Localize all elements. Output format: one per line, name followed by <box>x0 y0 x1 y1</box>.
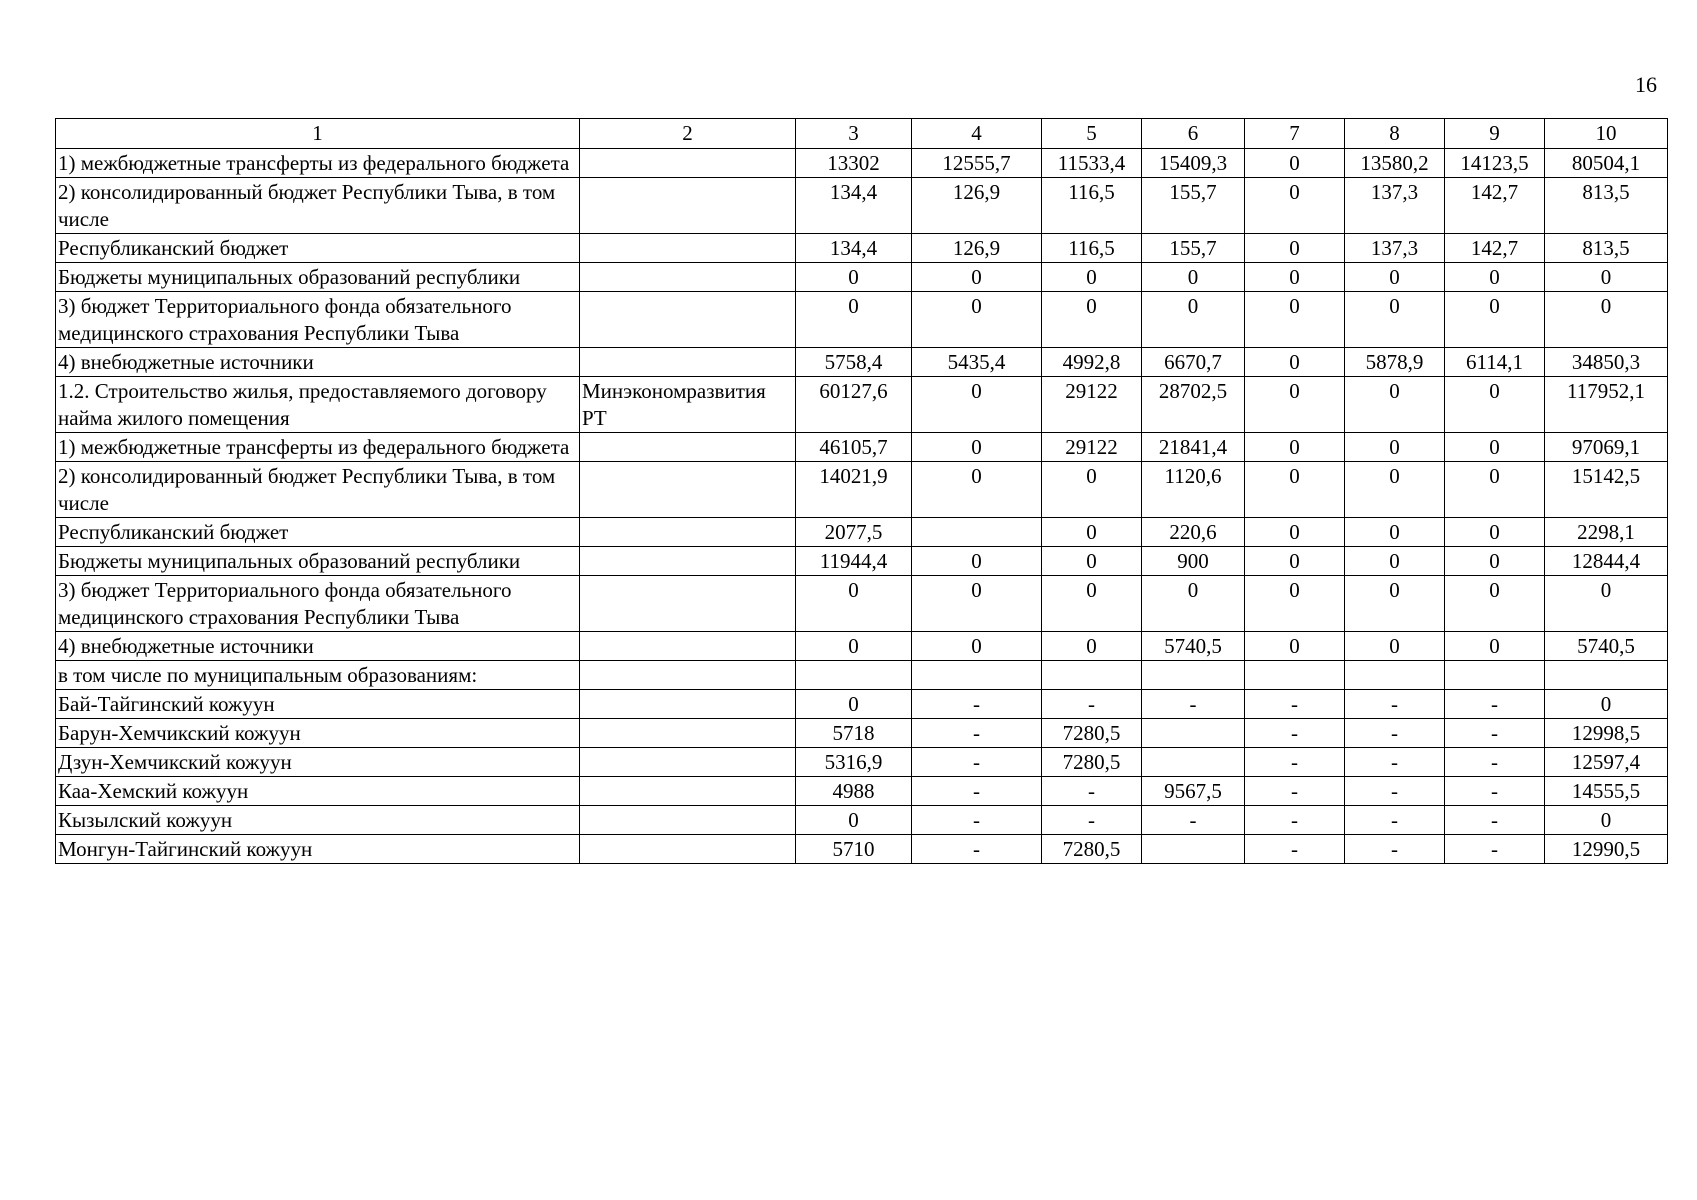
value-cell: 142,7 <box>1445 178 1545 234</box>
value-cell <box>796 661 912 690</box>
value-cell: 0 <box>1245 377 1345 433</box>
value-cell: 0 <box>1245 348 1345 377</box>
value-cell: - <box>1345 690 1445 719</box>
value-cell: 0 <box>1445 518 1545 547</box>
value-cell: - <box>1345 777 1445 806</box>
value-cell: 97069,1 <box>1545 433 1668 462</box>
value-cell: 0 <box>1245 292 1345 348</box>
value-cell: 34850,3 <box>1545 348 1668 377</box>
value-cell: 0 <box>1445 292 1545 348</box>
column-header: 8 <box>1345 119 1445 149</box>
value-cell: 5718 <box>796 719 912 748</box>
value-cell: - <box>1445 806 1545 835</box>
table-row <box>56 433 1668 462</box>
value-cell: 0 <box>1142 576 1245 632</box>
row-label-cell: 2) консолидированный бюджет Республики Тыва, в том числе <box>56 178 580 234</box>
value-cell <box>1142 748 1245 777</box>
value-cell: 12844,4 <box>1545 547 1668 576</box>
value-cell: 7280,5 <box>1042 748 1142 777</box>
value-cell: 0 <box>1042 292 1142 348</box>
value-cell: 0 <box>1545 576 1668 632</box>
value-cell: 0 <box>912 576 1042 632</box>
value-cell <box>1445 661 1545 690</box>
value-cell: 15142,5 <box>1545 462 1668 518</box>
value-cell: 0 <box>1245 149 1345 178</box>
value-cell: 134,4 <box>796 234 912 263</box>
value-cell: 0 <box>1445 632 1545 661</box>
responsible-cell <box>580 518 796 547</box>
value-cell: 0 <box>1445 263 1545 292</box>
row-label-cell: Монгун-Тайгинский кожуун <box>56 835 580 864</box>
table-row <box>56 377 1668 433</box>
value-cell: 0 <box>1042 576 1142 632</box>
row-label-cell: Республиканский бюджет <box>56 518 580 547</box>
value-cell: - <box>1245 719 1345 748</box>
value-cell: 0 <box>1345 462 1445 518</box>
row-label-cell: Бюджеты муниципальных образований республики <box>56 263 580 292</box>
value-cell: 60127,6 <box>796 377 912 433</box>
value-cell: 0 <box>1345 632 1445 661</box>
value-cell: 0 <box>1245 234 1345 263</box>
value-cell: 813,5 <box>1545 178 1668 234</box>
value-cell: 0 <box>1245 576 1345 632</box>
row-label-cell: Бай-Тайгинский кожуун <box>56 690 580 719</box>
value-cell: - <box>912 719 1042 748</box>
value-cell: 4992,8 <box>1042 348 1142 377</box>
value-cell: 0 <box>1345 377 1445 433</box>
column-header: 5 <box>1042 119 1142 149</box>
value-cell: 0 <box>912 547 1042 576</box>
value-cell: - <box>1445 690 1545 719</box>
budget-table <box>55 118 1668 864</box>
value-cell: 46105,7 <box>796 433 912 462</box>
value-cell: 0 <box>1245 462 1345 518</box>
value-cell: - <box>912 690 1042 719</box>
value-cell: 0 <box>1545 292 1668 348</box>
responsible-cell <box>580 462 796 518</box>
value-cell: - <box>912 835 1042 864</box>
value-cell: - <box>1245 748 1345 777</box>
value-cell: 0 <box>1545 690 1668 719</box>
value-cell: 9567,5 <box>1142 777 1245 806</box>
value-cell: 137,3 <box>1345 234 1445 263</box>
responsible-cell <box>580 719 796 748</box>
value-cell: 14555,5 <box>1545 777 1668 806</box>
value-cell: 0 <box>1142 292 1245 348</box>
value-cell: 155,7 <box>1142 234 1245 263</box>
value-cell: 0 <box>1545 806 1668 835</box>
responsible-cell <box>580 547 796 576</box>
value-cell: 0 <box>1245 433 1345 462</box>
value-cell: 0 <box>1042 632 1142 661</box>
value-cell <box>912 661 1042 690</box>
value-cell: 142,7 <box>1445 234 1545 263</box>
responsible-cell <box>580 835 796 864</box>
value-cell: 900 <box>1142 547 1245 576</box>
value-cell: 0 <box>912 462 1042 518</box>
value-cell: 0 <box>1445 462 1545 518</box>
value-cell: 5435,4 <box>912 348 1042 377</box>
row-label-cell: 3) бюджет Территориального фонда обязательного медицинского страхования Республики Тыва <box>56 292 580 348</box>
value-cell: 5710 <box>796 835 912 864</box>
responsible-cell <box>580 149 796 178</box>
responsible-cell <box>580 263 796 292</box>
value-cell: 0 <box>1345 518 1445 547</box>
value-cell: 155,7 <box>1142 178 1245 234</box>
value-cell: 12555,7 <box>912 149 1042 178</box>
responsible-cell <box>580 576 796 632</box>
row-label-cell: 3) бюджет Территориального фонда обязательного медицинского страхования Республики Тыва <box>56 576 580 632</box>
value-cell <box>1142 661 1245 690</box>
table-row <box>56 632 1668 661</box>
value-cell: - <box>1245 690 1345 719</box>
value-cell <box>1545 661 1668 690</box>
value-cell: 14123,5 <box>1445 149 1545 178</box>
table-row <box>56 690 1668 719</box>
row-label-cell: 1.2. Строительство жилья, предоставляемого договору найма жилого помещения <box>56 377 580 433</box>
value-cell: 11944,4 <box>796 547 912 576</box>
value-cell: 28702,5 <box>1142 377 1245 433</box>
value-cell: - <box>1345 748 1445 777</box>
value-cell: 0 <box>796 292 912 348</box>
value-cell: - <box>1345 719 1445 748</box>
row-label-cell: 1) межбюджетные трансферты из федерального бюджета <box>56 433 580 462</box>
table-row <box>56 835 1668 864</box>
value-cell: - <box>912 748 1042 777</box>
value-cell: 0 <box>1345 576 1445 632</box>
table-row <box>56 234 1668 263</box>
table-row <box>56 719 1668 748</box>
value-cell: 0 <box>1245 632 1345 661</box>
value-cell: 0 <box>1445 433 1545 462</box>
value-cell: 12998,5 <box>1545 719 1668 748</box>
value-cell: 0 <box>1042 263 1142 292</box>
table-row <box>56 748 1668 777</box>
value-cell: 0 <box>796 632 912 661</box>
value-cell: 0 <box>1545 263 1668 292</box>
value-cell: - <box>1445 719 1545 748</box>
responsible-cell <box>580 690 796 719</box>
table-row <box>56 348 1668 377</box>
value-cell: 13580,2 <box>1345 149 1445 178</box>
value-cell: 7280,5 <box>1042 719 1142 748</box>
table-row <box>56 292 1668 348</box>
value-cell: 126,9 <box>912 178 1042 234</box>
value-cell: - <box>1142 806 1245 835</box>
table-row <box>56 263 1668 292</box>
column-header: 10 <box>1545 119 1668 149</box>
table-row <box>56 518 1668 547</box>
page-number: 16 <box>1635 72 1657 97</box>
value-cell: 137,3 <box>1345 178 1445 234</box>
column-header: 1 <box>56 119 580 149</box>
value-cell: 117952,1 <box>1545 377 1668 433</box>
value-cell: 813,5 <box>1545 234 1668 263</box>
table-row <box>56 178 1668 234</box>
value-cell: 0 <box>912 292 1042 348</box>
value-cell: 5740,5 <box>1142 632 1245 661</box>
value-cell: 0 <box>1345 263 1445 292</box>
value-cell: 0 <box>1345 547 1445 576</box>
value-cell <box>1345 661 1445 690</box>
value-cell: 13302 <box>796 149 912 178</box>
responsible-cell <box>580 806 796 835</box>
responsible-cell <box>580 748 796 777</box>
value-cell <box>1142 719 1245 748</box>
value-cell: - <box>1245 835 1345 864</box>
value-cell <box>1142 835 1245 864</box>
responsible-cell <box>580 777 796 806</box>
value-cell: 0 <box>796 263 912 292</box>
row-label-cell: Каа-Хемский кожуун <box>56 777 580 806</box>
value-cell: 0 <box>796 690 912 719</box>
responsible-cell <box>580 292 796 348</box>
value-cell: 0 <box>912 377 1042 433</box>
responsible-cell <box>580 433 796 462</box>
row-label-cell: 2) консолидированный бюджет Республики Тыва, в том числе <box>56 462 580 518</box>
value-cell: - <box>1345 835 1445 864</box>
value-cell: 5878,9 <box>1345 348 1445 377</box>
value-cell: 80504,1 <box>1545 149 1668 178</box>
value-cell: 29122 <box>1042 433 1142 462</box>
row-label-cell: 4) внебюджетные источники <box>56 348 580 377</box>
value-cell: 116,5 <box>1042 234 1142 263</box>
table-body <box>56 149 1668 864</box>
table-row <box>56 547 1668 576</box>
table-row <box>56 149 1668 178</box>
value-cell: 0 <box>912 263 1042 292</box>
value-cell: 14021,9 <box>796 462 912 518</box>
value-cell: 0 <box>1445 576 1545 632</box>
row-label-cell: Дзун-Хемчикский кожуун <box>56 748 580 777</box>
value-cell: - <box>1042 806 1142 835</box>
row-label-cell: Кызылский кожуун <box>56 806 580 835</box>
value-cell: 0 <box>1245 178 1345 234</box>
value-cell: 0 <box>1445 547 1545 576</box>
table-row <box>56 661 1668 690</box>
row-label-cell: Республиканский бюджет <box>56 234 580 263</box>
value-cell: 21841,4 <box>1142 433 1245 462</box>
value-cell: 6114,1 <box>1445 348 1545 377</box>
value-cell: 12597,4 <box>1545 748 1668 777</box>
value-cell: 0 <box>1245 263 1345 292</box>
value-cell: - <box>912 806 1042 835</box>
column-header: 9 <box>1445 119 1545 149</box>
value-cell: 134,4 <box>796 178 912 234</box>
table-row <box>56 462 1668 518</box>
value-cell: - <box>1345 806 1445 835</box>
row-label-cell: Барун-Хемчикский кожуун <box>56 719 580 748</box>
value-cell <box>912 518 1042 547</box>
value-cell: - <box>1042 690 1142 719</box>
value-cell: 1120,6 <box>1142 462 1245 518</box>
value-cell: - <box>1245 777 1345 806</box>
value-cell: 15409,3 <box>1142 149 1245 178</box>
value-cell: 0 <box>1042 547 1142 576</box>
row-label-cell: 4) внебюджетные источники <box>56 632 580 661</box>
table-row <box>56 806 1668 835</box>
value-cell: 5758,4 <box>796 348 912 377</box>
column-header: 7 <box>1245 119 1345 149</box>
value-cell: 116,5 <box>1042 178 1142 234</box>
column-header: 4 <box>912 119 1042 149</box>
value-cell: 0 <box>1245 547 1345 576</box>
responsible-cell: Минэкономразвития РТ <box>580 377 796 433</box>
row-label-cell: Бюджеты муниципальных образований республики <box>56 547 580 576</box>
responsible-cell <box>580 661 796 690</box>
value-cell: 6670,7 <box>1142 348 1245 377</box>
value-cell: 0 <box>796 576 912 632</box>
value-cell: - <box>1445 748 1545 777</box>
value-cell: 5316,9 <box>796 748 912 777</box>
value-cell: 2298,1 <box>1545 518 1668 547</box>
responsible-cell <box>580 348 796 377</box>
value-cell: 5740,5 <box>1545 632 1668 661</box>
value-cell: 12990,5 <box>1545 835 1668 864</box>
column-number-header-row <box>56 119 1668 149</box>
value-cell: 4988 <box>796 777 912 806</box>
value-cell: 7280,5 <box>1042 835 1142 864</box>
table-row <box>56 777 1668 806</box>
value-cell: 0 <box>1345 433 1445 462</box>
responsible-cell <box>580 178 796 234</box>
value-cell: 0 <box>912 433 1042 462</box>
value-cell: 0 <box>796 806 912 835</box>
value-cell: 2077,5 <box>796 518 912 547</box>
value-cell <box>1245 661 1345 690</box>
table-row <box>56 576 1668 632</box>
value-cell: 0 <box>1142 263 1245 292</box>
value-cell: - <box>1042 777 1142 806</box>
value-cell: - <box>1445 777 1545 806</box>
value-cell: 0 <box>1245 518 1345 547</box>
value-cell: 0 <box>1345 292 1445 348</box>
value-cell: 11533,4 <box>1042 149 1142 178</box>
value-cell: 126,9 <box>912 234 1042 263</box>
value-cell: - <box>1142 690 1245 719</box>
row-label-cell: 1) межбюджетные трансферты из федерального бюджета <box>56 149 580 178</box>
value-cell: - <box>912 777 1042 806</box>
responsible-cell <box>580 234 796 263</box>
value-cell: 29122 <box>1042 377 1142 433</box>
column-header: 6 <box>1142 119 1245 149</box>
column-header: 3 <box>796 119 912 149</box>
value-cell <box>1042 661 1142 690</box>
value-cell: - <box>1445 835 1545 864</box>
column-header: 2 <box>580 119 796 149</box>
value-cell: 0 <box>1042 518 1142 547</box>
value-cell: 0 <box>1042 462 1142 518</box>
value-cell: 0 <box>1445 377 1545 433</box>
value-cell: - <box>1245 806 1345 835</box>
value-cell: 220,6 <box>1142 518 1245 547</box>
responsible-cell <box>580 632 796 661</box>
row-label-cell: в том числе по муниципальным образованиям: <box>56 661 580 690</box>
value-cell: 0 <box>912 632 1042 661</box>
